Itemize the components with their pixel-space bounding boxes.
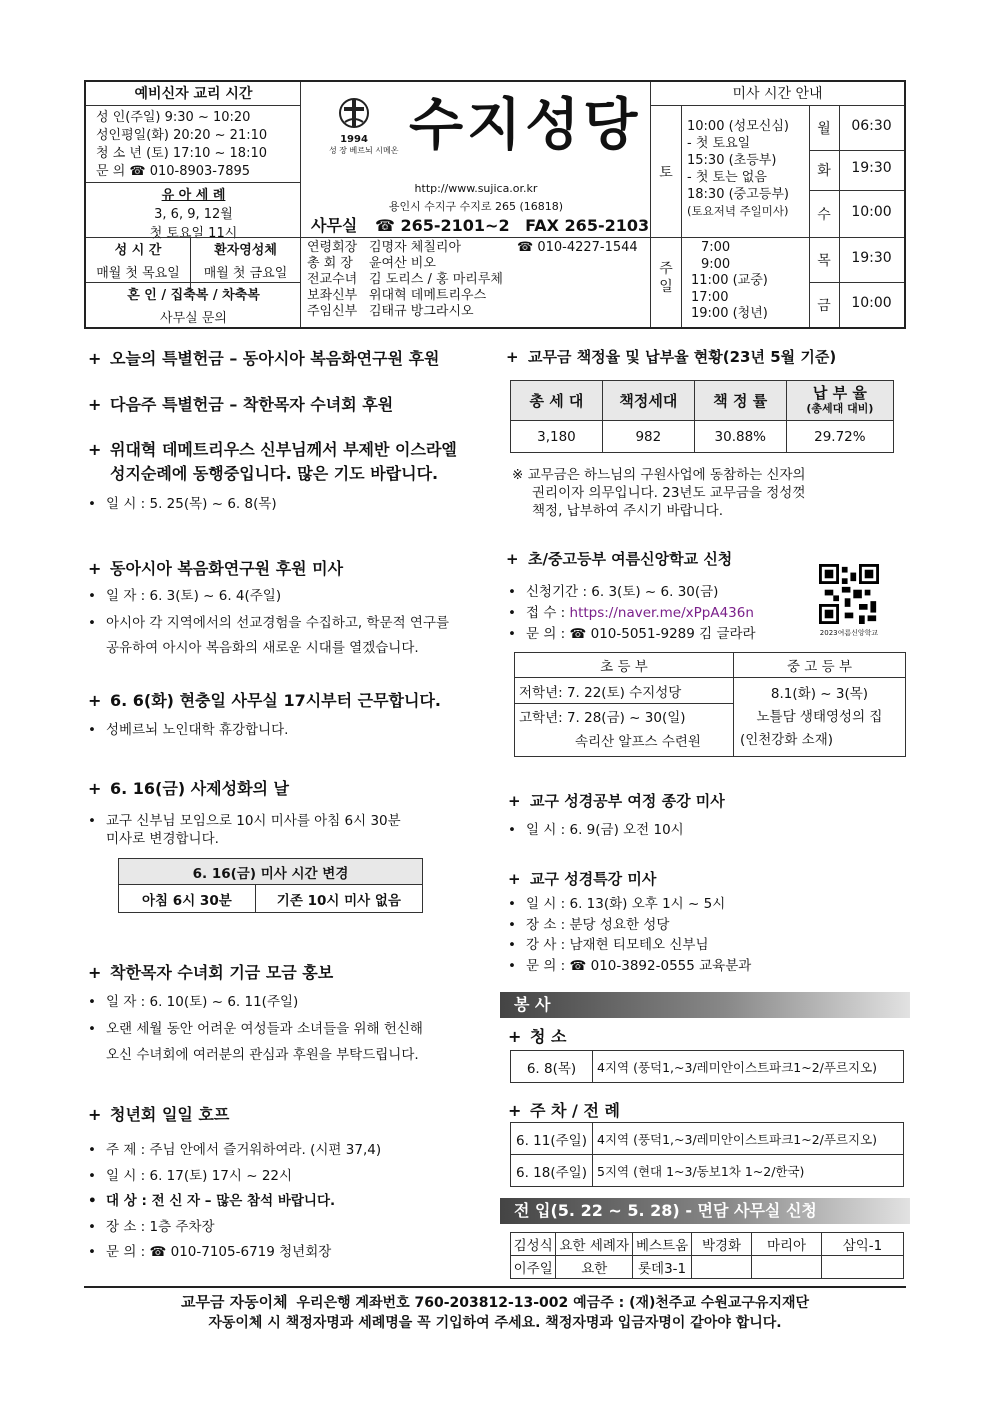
bible-study-mass-title: + 교구 성경공부 여정 종강 미사 [508,792,725,810]
list-item: • 접 수 : https://naver.me/xPpA436n [508,605,754,621]
infant-baptism: 유 아 세 례 3, 6, 9, 12월 첫 토요일 11시 [149,188,238,241]
sick-communion: 환자영성체 매월 첫 금요일 [203,243,288,281]
staff-row: 연령회장 김명자 체칠리아 ☎ 010-4227-1544 [307,240,638,255]
bible-lecture-title: + 교구 성경특강 미사 [508,870,657,888]
transfer-bar: 전 입(5. 22 ~ 5. 28) - 면담 사무실 신청 [500,1198,910,1224]
weekday-thu: 목 [817,253,831,269]
qr-code[interactable]: 2023여름신앙학교 [816,564,882,638]
transfer-table [510,1232,904,1279]
right-column [500,346,910,1286]
footer-divider [84,1286,906,1288]
weekday-mon: 월 [817,121,831,137]
list-item: • 일 자 : 6. 3(토) ~ 6. 4(주일) [88,588,282,604]
weekday-fri: 금 [817,298,831,314]
summer-camp-details [508,582,756,645]
list-item: • 아시아 각 지역에서의 선교경험을 수집하고, 학문적 연구를 공유하여 아시아 복음화의 새로운 시대를 열겠습니다. [88,615,450,656]
church-logo: 1994 성 장 베르뇌 시메온 [329,96,379,156]
list-item: • 장 소 : 1층 주차장 [88,1218,215,1235]
weekday-wed-time: 10:00 [851,204,892,220]
summer-camp-title: + 초/중고등부 여름신앙학교 신청 [506,550,733,568]
list-item: • 문 의 : ☎ 010-5051-9289 김 글라라 [508,626,756,642]
bulletin-header [84,80,906,329]
notice-memorial-day: + 6. 6(화) 현충일 사무실 17시부터 근무합니다. [88,691,442,710]
weekday-mon-time: 06:30 [851,118,892,134]
office-contact: 사무실 ☎ 265-2101~2 FAX 265-2103 [311,216,650,235]
list-item: • 일 시 : 6. 13(화) 오후 1시 ~ 5시 [508,896,726,912]
list-item: • 성베르뇌 노인대학 휴강합니다. [88,722,289,738]
notice-pilgrimage: + 위대혁 데메트리우스 신부님께서 부제반 이스라엘 성지순례에 동행중입니다. 많은 기도 바랍니다. [88,440,457,483]
church-name: 수지성당 [409,92,642,158]
list-item: • 신청기간 : 6. 3(토) ~ 6. 30(금) [508,584,719,600]
qr-code-icon [819,564,879,624]
list-item: • 일 자 : 6. 10(토) ~ 6. 11(주일) [88,994,299,1010]
cleaning-title: + 청 소 [508,1027,567,1046]
staff-row: 보좌신부 위대혁 데메트리우스 [307,288,487,303]
website-link[interactable]: http://www.sujica.or.kr [414,182,538,195]
notice-special-offering-today: + 오늘의 특별헌금 – 동아시아 복음화연구원 후원 [88,349,440,368]
weekday-tue-time: 19:30 [851,160,892,176]
catechism-title: 예비신자 교리 시간 [86,82,301,106]
tithe-note: ※ 교무금은 하느님의 구원사업에 동참하는 신자의 권리이자 의무입니다. 23년도 교무금을 정성껏 책정, 납부하여 주시기 바랍니다. [512,467,806,519]
church-info [301,82,651,327]
list-item: • 대 상 : 전 신 자 – 많은 참석 바랍니다. [88,1193,336,1209]
staff-row: 전교수녀 김 도리스 / 홍 마리루체 [307,272,503,287]
list-item: • 강 사 : 남재현 티모테오 신부님 [508,937,709,953]
mass-change-table: 6. 16(금) 미사 시간 변경 아침 6시 30분 기존 10시 미사 없음 [118,858,423,913]
list-item: • 일 시 : 6. 17(토) 17시 ~ 22시 [88,1167,293,1184]
notice-fundraising: + 착한목자 수녀회 기금 모금 홍보 [88,963,334,982]
notice-mission-mass: + 동아시아 복음화연구원 후원 미사 [88,559,344,578]
list-item: • 주 제 : 주님 안에서 즐거워하여라. (시편 37,4) [88,1142,382,1158]
parking-liturgy-title: + 주 차 / 전 례 [508,1101,620,1120]
list-item: • 교구 신부님 모임으로 10시 미사를 아침 6시 30분 미사로 변경합니다. [88,813,401,847]
saturday-label: 토 [659,165,673,181]
catechism-times: 성 인(주일) 9:30 ~ 10:20 성인평일(화) 20:20 ~ 21:10 청 소 년 (토) 17:10 ~ 18:10 문 의 ☎ 010-8903-7895 [96,110,268,179]
info-column [86,82,301,327]
mass-title: 미사 시간 안내 [651,82,904,106]
bible-lecture-details [508,894,751,976]
staff-row: 주임신부 김태규 방그라시오 [307,304,474,319]
mass-schedule [651,82,904,327]
sunday-masses: 7:00 9:00 11:00 (교중) 17:00 19:00 (청년) [691,240,768,321]
footer-auto-transfer: 교무금 자동이체 우리은행 계좌번호 760-203812-13-002 예금주 : (재)천주교 수원교구유지재단 자동이체 시 책정자명과 세례명을 꼭 기입하여 주세요. 책정자명과 입금자명이 같아야 합니다. [180,1293,810,1331]
tithe-title: + 교무금 책정율 및 납부율 현황(23년 5월 기준) [506,348,837,366]
weekday-thu-time: 19:30 [851,250,892,266]
list-item: • 문 의 : ☎ 010-3892-0555 교육분과 [508,957,752,974]
cleaning-table [510,1050,904,1083]
weekday-tue: 화 [817,163,831,179]
sunday-label: 주일 [659,261,673,295]
weekday-fri-time: 10:00 [851,295,892,311]
table-row: 김성식 요한 세례자 베스트움 박경화 마리아 삼익-1 [511,1233,904,1256]
tithe-table: 총 세 대 책정세대 책 정 률 납 부 율 (총세대 대비) 3,180 982 30.88% 29.72% [510,380,894,453]
church-logo-icon [339,96,369,130]
notice-priest-day: + 6. 16(금) 사제성화의 날 [88,779,290,798]
parking-table [510,1122,904,1187]
list-item: • 오랜 세월 동안 어려운 여성들과 소녀들을 위해 헌신해 오신 수녀회에 여러분의 관심과 후원을 부탁드립니다. [88,1021,423,1063]
list-item: • 장 소 : 분당 성요한 성당 [508,916,670,933]
list-item: • 문 의 : ☎ 010-7105-6719 청년회장 [88,1244,332,1260]
youth-hof-details [88,1138,381,1266]
list-item: • 일 시 : 6. 9(금) 오전 10시 [508,822,684,838]
camp-schedule-table: 초 등 부 중 고 등 부 저학년: 7. 22(토) 수지성당 8.1(화) ~ 3(목) 노틀담 생태영성의 집 (인천강화 소재) 고학년: 7. 28(금) ~ 30(일) 속리산 알프스 수련원 [514,652,906,757]
table-row: 6. 8(목) 4지역 (풍덕1,~3/레미안이스트파크1~2/푸르지오) [511,1051,904,1083]
phone-icon: ☎ [374,216,395,235]
notice-youth-hof: + 청년회 일일 호프 [88,1105,230,1124]
notice-special-offering-next: + 다음주 특별헌금 – 착한목자 수녀회 후원 [88,395,394,414]
staff-row: 총 회 장 윤여산 비오 [307,256,436,271]
confession-time: 성 시 간 매월 첫 목요일 [96,243,180,281]
wedding-blessing: 혼 인 / 집축복 / 차축복 사무실 문의 [127,288,260,326]
registration-link[interactable]: https://naver.me/xPpA436n [569,605,754,621]
staff-list [307,240,647,320]
weekday-wed: 수 [817,207,831,223]
address: 용인시 수지구 수지로 265 (16818) [388,200,564,213]
service-bar: 봉 사 [500,992,910,1018]
table-row: 6. 11(주일) 4지역 (풍덕1,~3/레미안이스트파크1~2/푸르지오) [511,1123,904,1155]
table-row: 6. 18(주일) 5지역 (현대 1~3/동보1차 1~2/한국) [511,1155,904,1187]
list-item: • 일 시 : 5. 25(목) ~ 6. 8(목) [88,496,277,512]
saturday-masses: 10:00 (성모신심) - 첫 토요일 15:30 (초등부) - 첫 토는 없음 18:30 (중고등부) (토요저녁 주일미사) [687,119,789,218]
table-row: 이주일 요한 롯데3-1 [511,1256,904,1279]
